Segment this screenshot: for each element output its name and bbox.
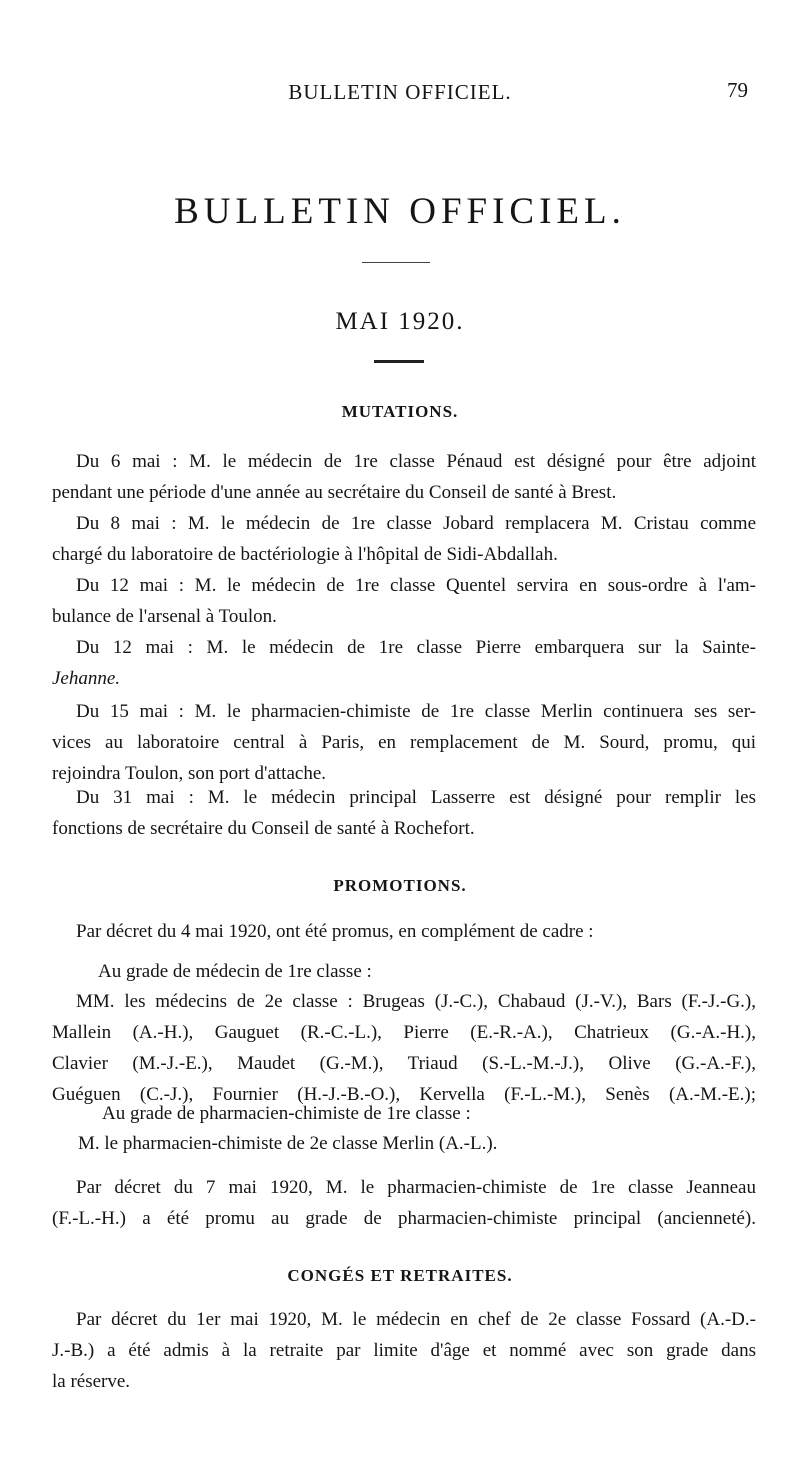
date-divider (374, 360, 424, 363)
promotions-heading: PROMOTIONS. (333, 876, 467, 895)
mutation-line: fonctions de secrétaire du Conseil de santé à Rochefort. (52, 818, 475, 839)
mutation-entry (52, 446, 756, 508)
decree-2-line: (F.-L.-H.) a été promu au grade de pharmacien-chimiste principal (ancienneté). (52, 1208, 756, 1229)
main-title: BULLETIN OFFICIEL. (174, 191, 626, 232)
promotion-decree-1: Par décret du 4 mai 1920, ont été promus, en complément de cadre : (76, 921, 594, 942)
conges-line: J.-B.) a été admis à la retraite par limite d'âge et nommé avec son grade dans (52, 1340, 756, 1361)
medecins-line: Guéguen (C.-J.), Fournier (H.-J.-B.-O.), Kervella (F.-L.-M.), Senès (A.-M.-E.); (52, 1084, 756, 1105)
mutation-line: Du 12 mai : M. le médecin de 1re classe Pierre embarquera sur la Sainte- (76, 637, 756, 658)
medecins-line: Clavier (M.-J.-E.), Maudet (G.-M.), Triaud (S.-L.-M.-J.), Olive (G.-A.-F.), (52, 1053, 756, 1074)
mutation-entry (52, 696, 756, 789)
decree-2-line: Par décret du 7 mai 1920, M. le pharmacien-chimiste de 1re classe Jeanneau (76, 1177, 756, 1198)
mutation-line: Du 15 mai : M. le pharmacien-chimiste de 1re classe Merlin continuera ses ser- (76, 701, 756, 722)
conges-line: Par décret du 1er mai 1920, M. le médecin en chef de 2e classe Fossard (A.-D.- (76, 1309, 756, 1330)
conges-line: la réserve. (52, 1371, 131, 1392)
mutations-heading: MUTATIONS. (341, 402, 459, 421)
promotion-decree-2 (52, 1172, 756, 1234)
mutation-entry (52, 570, 756, 632)
conges-entry (52, 1304, 756, 1397)
grade-medecin-heading: Au grade de médecin de 1re classe : (98, 961, 372, 982)
mutation-entry (52, 632, 756, 694)
mutation-line: Du 8 mai : M. le médecin de 1re classe Jobard remplacera M. Cristau comme (76, 513, 756, 534)
mutation-line: Du 6 mai : M. le médecin de 1re classe Pénaud est désigné pour être adjoint (76, 451, 756, 472)
mutation-line: vices au laboratoire central à Paris, en remplacement de M. Sourd, promu, qui (52, 732, 756, 753)
mutation-line: chargé du laboratoire de bactériologie à l'hôpital de Sidi-Abdallah. (52, 544, 558, 565)
conges-heading: CONGÉS ET RETRAITES. (287, 1266, 513, 1285)
page-number: 79 (727, 78, 748, 102)
medecins-line: MM. les médecins de 2e classe : Brugeas (J.-C.), Chabaud (J.-V.), Bars (F.-J.-G.), (76, 991, 756, 1012)
mutation-entry (52, 782, 756, 844)
date-title: MAI 1920. (335, 308, 465, 335)
medecins-line: Mallein (A.-H.), Gauguet (R.-C.-L.), Pierre (E.-R.-A.), Chatrieux (G.-A.-H.), (52, 1022, 756, 1043)
running-title: BULLETIN OFFICIEL. (288, 80, 512, 104)
mutation-entry (52, 508, 756, 570)
mutation-line: pendant une période d'une année au secrétaire du Conseil de santé à Brest. (52, 482, 617, 503)
pharmacien-line: M. le pharmacien-chimiste de 2e classe Merlin (A.-L.). (78, 1133, 498, 1154)
mutation-line: Du 31 mai : M. le médecin principal Lasserre est désigné pour remplir les (76, 787, 756, 808)
medecins-list (52, 986, 756, 1110)
grade-pharmacien-heading: Au grade de pharmacien-chimiste de 1re classe : (102, 1103, 471, 1124)
mutation-line: rejoindra Toulon, son port d'attache. (52, 763, 327, 784)
mutation-line: Du 12 mai : M. le médecin de 1re classe Quentel servira en sous-ordre à l'am- (76, 575, 756, 596)
title-divider (362, 262, 430, 263)
mutation-line: Jehanne. (52, 668, 121, 689)
mutation-line: bulance de l'arsenal à Toulon. (52, 606, 277, 627)
